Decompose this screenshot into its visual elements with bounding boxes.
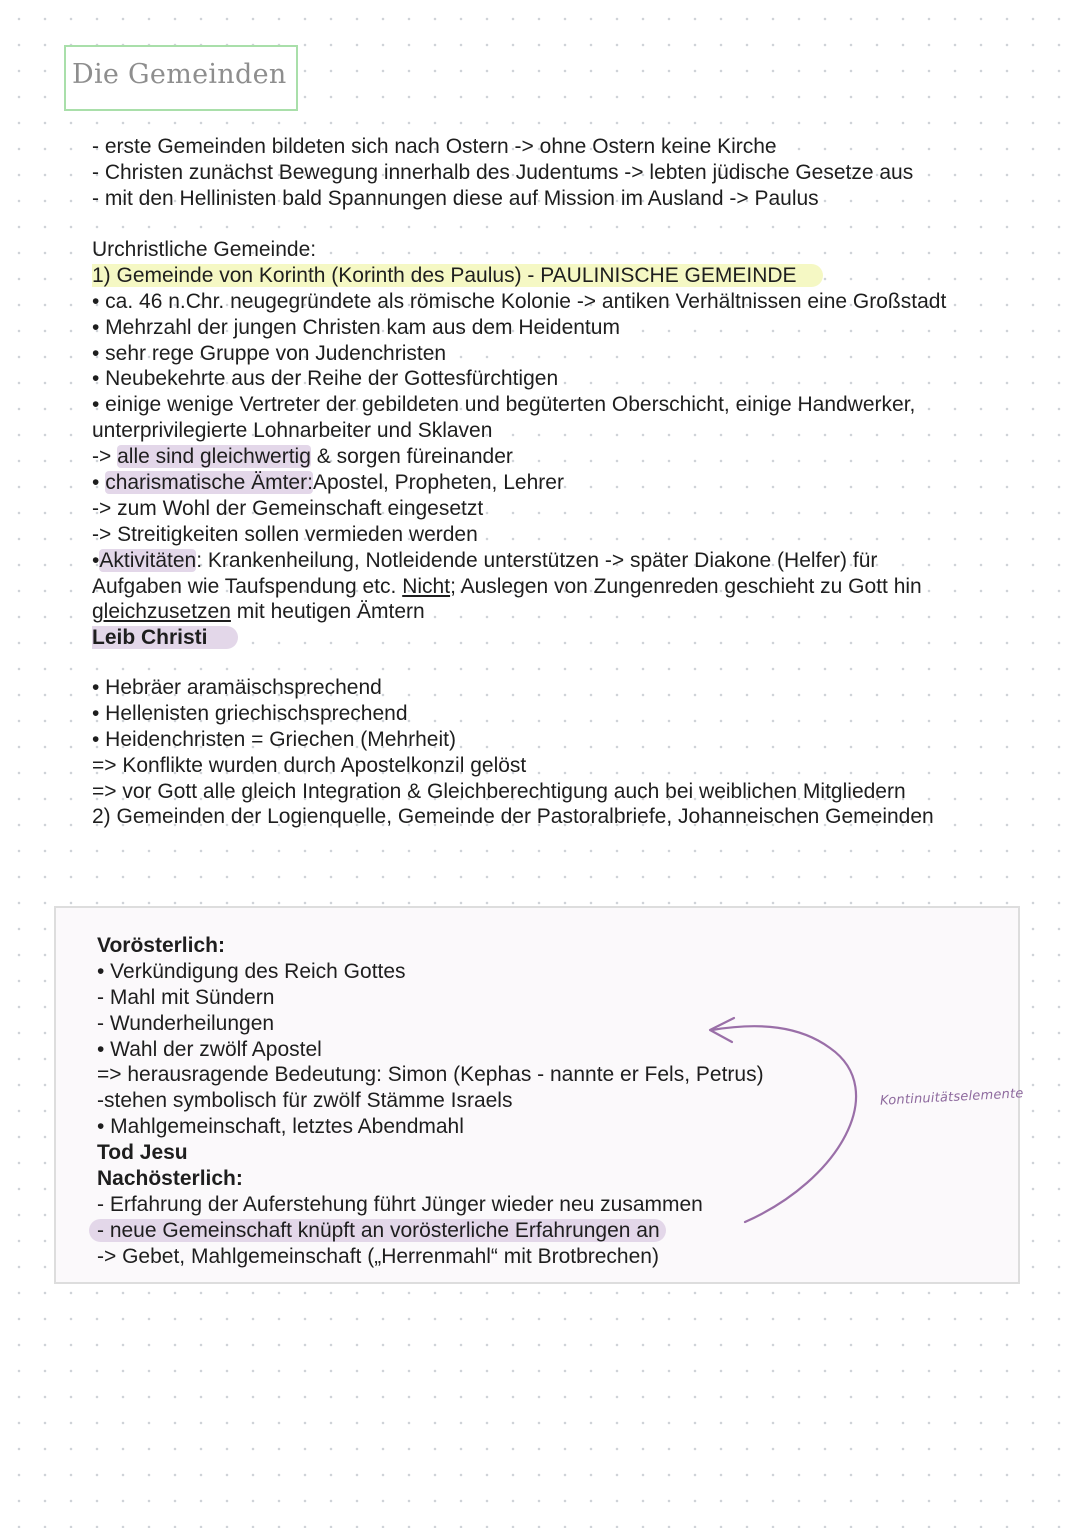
aufgaben-pre: Aufgaben wie Taufspendung etc. [92,574,397,598]
gleich-line [92,444,946,470]
urchristlich-section [92,237,946,651]
title-box [64,45,298,111]
aemter-rest: Apostel, Propheten, Lehrer [312,471,564,495]
intro-line: - Christen zunächst Bewegung innerhalb des Judentums -> lebten jüdische Gesetze aus [92,160,914,184]
vor-heading: Vorösterlich: [97,934,225,957]
nach-item-highlight-line [97,1218,764,1244]
vor-item: • Verkündigung des Reich Gottes [97,959,406,983]
gleichzusetzen-underlined: gleichzusetzen [92,600,231,624]
leib-christi: Leib Christi [92,626,238,649]
item1-title: 1) Gemeinde von Korinth (Korinth des Paulus) - PAULINISCHE GEMEINDE [92,264,823,287]
vor-item: => herausragende Bedeutung: Simon (Kephas - nannte er Fels, Petrus) [97,1063,764,1087]
bullet-line: unterprivilegierte Lohnarbeiter und Sklaven [92,419,493,443]
bullet-line: • ca. 46 n.Chr. neugegründete als römische Kolonie -> antiken Verhältnissen eine Großstadt [92,289,947,313]
side-note: Kontinuitätselemente [879,1086,1024,1109]
nach-item: -> Gebet, Mahlgemeinschaft („Herrenmahl“ mit Brotbrechen) [97,1244,659,1268]
aemter-line [92,470,946,496]
akt-rest: : Krankenheilung, Notleidende unterstützen -> später Diakone (Helfer) für [196,548,878,572]
group-line: => vor Gott alle gleich Integration & Gleichberechtigung auch bei weiblichen Mitgliedern [92,779,906,803]
aemter-highlight: charismatische Ämter: [105,471,313,495]
streit-line: -> Streitigkeiten sollen vermieden werden [92,522,478,546]
aufgaben-nicht: Nicht [402,574,451,598]
gleich-rest: & sorgen füreinander [316,445,513,469]
vor-item: -stehen symbolisch für zwölf Stämme Israels [97,1089,513,1113]
bullet-line: • einige wenige Vertreter der gebildeten und begüterten Oberschicht, einige Handwerker, [92,393,916,417]
bullet-line: • Neubekehrte aus der Reihe der Gottesfürchtigen [92,367,559,391]
bullet-line: • sehr rege Gruppe von Judenchristen [92,341,447,365]
nach-item: - Erfahrung der Auferstehung führt Jünger wieder neu zusammen [97,1192,703,1216]
groups-section [92,675,934,830]
gleich-prefix: -> [92,445,112,469]
item1-title-line [92,263,946,289]
tod-jesu: Tod Jesu [97,1141,188,1165]
vor-item: - Wunderheilungen [97,1011,275,1035]
nach-item-highlight: - neue Gemeinschaft knüpft an vorösterliche Erfahrungen an [89,1219,666,1242]
gleichzusetzen-rest: mit heutigen Ämtern [236,600,425,624]
bullet-line: • Mehrzahl der jungen Christen kam aus dem Heidentum [92,315,620,339]
intro-section [92,134,913,212]
vor-item: • Mahlgemeinschaft, letztes Abendmahl [97,1115,464,1139]
group-line: • Heidenchristen = Griechen (Mehrheit) [92,727,456,751]
arrow-curve [712,1026,856,1222]
akt-bullet: • [92,548,100,572]
aktivitaeten-line [92,548,946,574]
gleichzusetzen-line [92,599,946,625]
section-heading: Urchristliche Gemeinde: [92,238,317,261]
page-title: Die Gemeinden [72,59,287,90]
intro-line: - mit den Hellinisten bald Spannungen diese auf Mission im Ausland -> Paulus [92,186,819,210]
gleich-highlight: alle sind gleichwertig [117,445,311,469]
vor-item: • Wahl der zwölf Apostel [97,1037,322,1061]
wohl-line: -> zum Wohl der Gemeinschaft eingesetzt [92,496,484,520]
aemter-bullet: • [92,471,100,495]
leib-line [92,625,946,651]
akt-highlight: Aktivitäten [99,548,197,572]
intro-line: - erste Gemeinden bildeten sich nach Ostern -> ohne Ostern keine Kirche [92,135,777,158]
nach-heading: Nachösterlich: [97,1167,243,1191]
vor-item: - Mahl mit Sündern [97,985,275,1009]
curved-arrow-icon [690,1010,880,1230]
panel-content [97,933,764,1270]
aufgaben-line [92,574,946,600]
group-line: => Konflikte wurden durch Apostelkonzil gelöst [92,753,527,777]
group-line: 2) Gemeinden der Logienquelle, Gemeinde der Pastoralbriefe, Johanneischen Gemeinden [92,805,934,829]
aufgaben-post: ; Auslegen von Zungenreden geschieht zu Gott hin [450,574,922,598]
group-line: • Hellenisten griechischsprechend [92,701,408,725]
group-line: • Hebräer aramäischsprechend [92,676,382,699]
